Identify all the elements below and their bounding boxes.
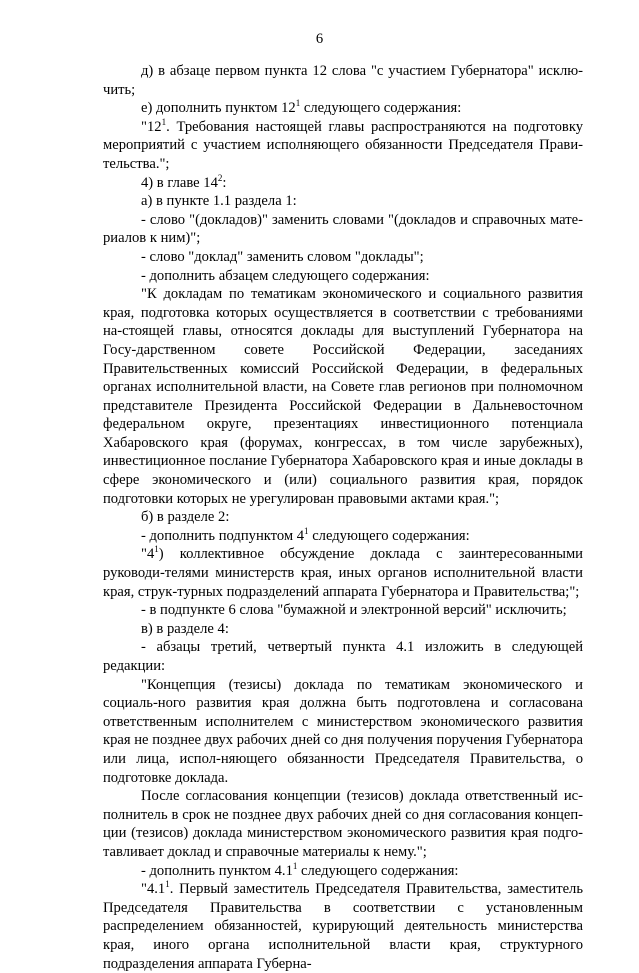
paragraph: "Концепция (тезисы) доклада по тематикам экономического и социаль-ного развития края должна быть подготовлена и согласована ответственным исполнителем с министерством экономического развития края не позднее двух рабочих дней со дня получения поручения Губернатора или лица, испол-няющего обязанности Председателя Правительства, о подготовке доклада. [103,676,583,786]
paragraph: д) в абзаце первом пункта 12 слова "с участием Губернатора" исклю-чить; [103,63,583,98]
paragraph: После согласования концепции (тезисов) доклада ответственный ис-полнитель в срок не позднее двух рабочих дней со дня согласования концеп-ции (тезисов) доклада министерством экономического развития края подго-тавливает доклад и справочные материалы к нему."; [103,788,583,860]
paragraph: "$4^1$) коллективное обсуждение доклада с заинтересованными руководи-телями министерств края, иных органов исполнительной власти края, струк-турных подразделений аппарата Губернатора и Правительства;"; [103,544,583,600]
paragraph: е) дополнить пунктом $12^1$ следующего содержания: [141,98,462,117]
paragraph: - абзацы третий, четвертый пункта 4.1 изложить в следующей редакции: [103,639,583,674]
paragraph: - дополнить подпунктом $4^1$ следующего содержания: [141,525,470,544]
paragraph: - слово "(докладов)" заменить словами "(докладов и справочных мате-риалов к ним)"; [103,211,583,247]
document-body [103,62,583,973]
paragraph: "$4.1^1$. Первый заместитель Председателя Правительства, заместитель Председателя Правительства в соответствии с установленным распределением обязанностей, курирующий деятельность министерства края, иного органа исполнительной власти края, структурного подразделения аппарата Губерна- [103,879,583,972]
paragraph: - дополнить пунктом $4.1^1$ следующего содержания: [141,860,459,879]
page-number: 6 [315,31,324,47]
paragraph: "К докладам по тематикам экономического и социального развития края, подготовка которых осуществляется в соответствии с требованиями на-стоящей главы, относятся доклады для выступлений Губернатора на Госу-дарственном совете Российской Федерации, заседаниях Правительственных комиссий Российской Федерации, в федеральных органах исполнительной власти, на Совете глав регионов при полномочном представителе Президента Российской Федерации в Дальневосточном федеральном округе, презентациях инвестиционного потенциала Хабаровского края (форумах, конгрессах, в том числе зарубежных), инвестиционное послание Губернатора Хабаровского края и иные доклады в сфере экономического и (или) социального развития края, порядок подготовки которых не урегулирован правовыми актами края."; [103,286,583,507]
paragraph: - в подпункте 6 слова "бумажной и электронной версий" исключить; [141,602,567,619]
paragraph: 4) в главе $14^2$: [141,172,227,191]
paragraph: - дополнить абзацем следующего содержания: [141,267,430,284]
paragraph: б) в разделе 2: [141,509,230,526]
paragraph: "$12^1$. Требования настоящей главы распространяются на подготовку мероприятий с участием исполняющего обязанности Председателя Прави-тельства."; [103,116,583,172]
paragraph: в) в разделе 4: [141,620,229,637]
paragraph: а) в пункте 1.1 раздела 1: [141,193,297,210]
paragraph: - слово "доклад" заменить словом "доклады"; [141,248,424,265]
